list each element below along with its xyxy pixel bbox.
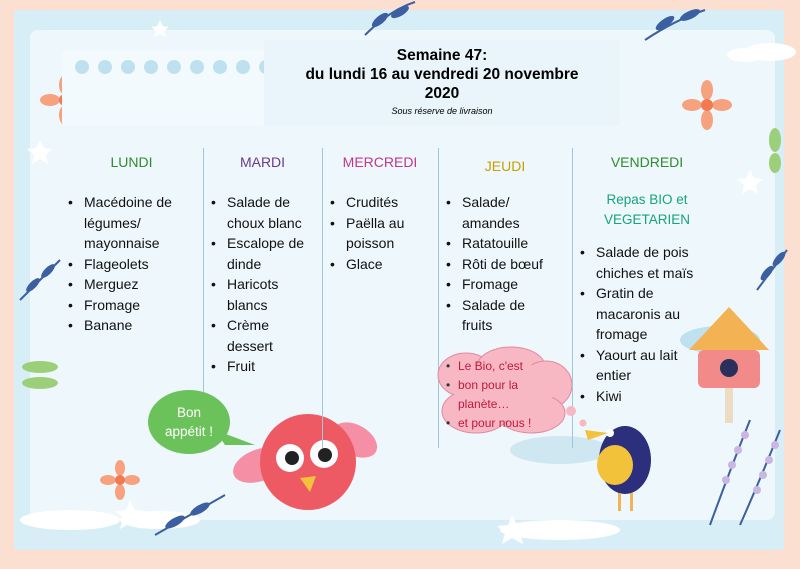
menu-item: • Rôti de bœuf [438,254,572,275]
day-heading: VENDREDI [610,154,684,170]
day-heading: JEUDI [484,158,526,174]
day-column-mercredi [322,148,438,448]
bio-thought-bubble [436,345,572,435]
menu-item: • Flageolets [60,254,203,275]
menu-item: • bon pour la [444,376,531,395]
menu-item: • Haricots [203,274,322,295]
bio-note [572,190,722,230]
page-title [264,46,620,103]
menu-item: mayonnaise [84,235,160,251]
leaves-icon [360,0,420,40]
menu-item: entier [596,367,632,383]
day-menu-list [322,192,438,274]
menu-item: planète… [458,397,510,411]
flower-icon [682,80,732,130]
menu-item: • Gratin de [572,283,722,304]
leaves-icon [760,125,790,175]
menu-item: • Salade/ [438,192,572,213]
menu-item: poisson [346,235,395,251]
thought-dots [565,405,595,435]
menu-item: • Salade de [438,295,572,316]
title-line-1: Semaine 47: [396,47,488,64]
subtitle: Sous réserve de livraison [391,106,493,116]
menu-item: amandes [462,214,520,231]
menu-item: • Fromage [438,274,572,295]
menu-item: dessert [227,337,273,354]
menu-item: macaronis au [596,305,681,322]
leaves-icon [15,355,65,395]
menu-item: • Kiwi [572,386,722,407]
day-menu-list [203,192,322,377]
menu-item: • Paëlla au [322,213,438,234]
binder-holes [75,60,273,74]
menu-item: fromage [596,326,648,342]
menu-item: dinde [227,255,262,272]
menu-item: • Crudités [322,192,438,213]
day-column-vendredi [572,148,722,448]
menu-item: • Merguez [60,274,203,295]
bio-note-line-1: Repas BIO et [606,192,688,207]
header [264,40,620,126]
menu-item: • Le Bio, c'est [444,357,531,376]
thought-list [444,357,531,433]
menu-item: • Fruit [203,356,322,377]
menu-item: • Yaourt au lait [572,345,722,366]
day-heading: LUNDI [110,154,153,170]
menu-item: • Banane [60,315,203,336]
leaves-icon [752,245,792,295]
speech-tail [215,425,255,455]
menu-item: chiches et maïs [596,264,694,281]
bubble-text: appétit ! [164,424,214,439]
leaves-icon [640,5,710,45]
day-menu-list [60,192,203,336]
day-heading: MERCREDI [342,154,418,170]
menu-item: • Salade de [203,192,322,213]
title-line-2: du lundi 16 au vendredi 20 novembre [305,66,579,83]
menu-item: • Ratatouille [438,233,572,254]
menu-item: • Macédoine de [60,192,203,213]
leaves-icon [150,490,230,540]
menu-item: blancs [227,296,268,313]
day-heading: MARDI [239,154,286,170]
menu-item: • Glace [322,254,438,275]
bubble-text: Bon [176,405,201,420]
title-line-3: 2020 [424,85,460,102]
day-menu-list [438,192,572,336]
menu-item: choux blanc [227,214,302,231]
bio-note-line-2: VEGETARIEN [603,212,691,227]
menu-item: • Salade de pois [572,242,722,263]
day-menu-list [572,242,722,406]
flower-icon [100,460,140,500]
menu-item: • Escalope de [203,233,322,254]
menu-item: • Crème [203,315,322,336]
menu-item: • Fromage [60,295,203,316]
leaves-icon [15,255,65,305]
menu-item: légumes/ [84,214,141,231]
menu-item: • et pour nous ! [444,414,531,433]
menu-item: fruits [462,317,493,333]
